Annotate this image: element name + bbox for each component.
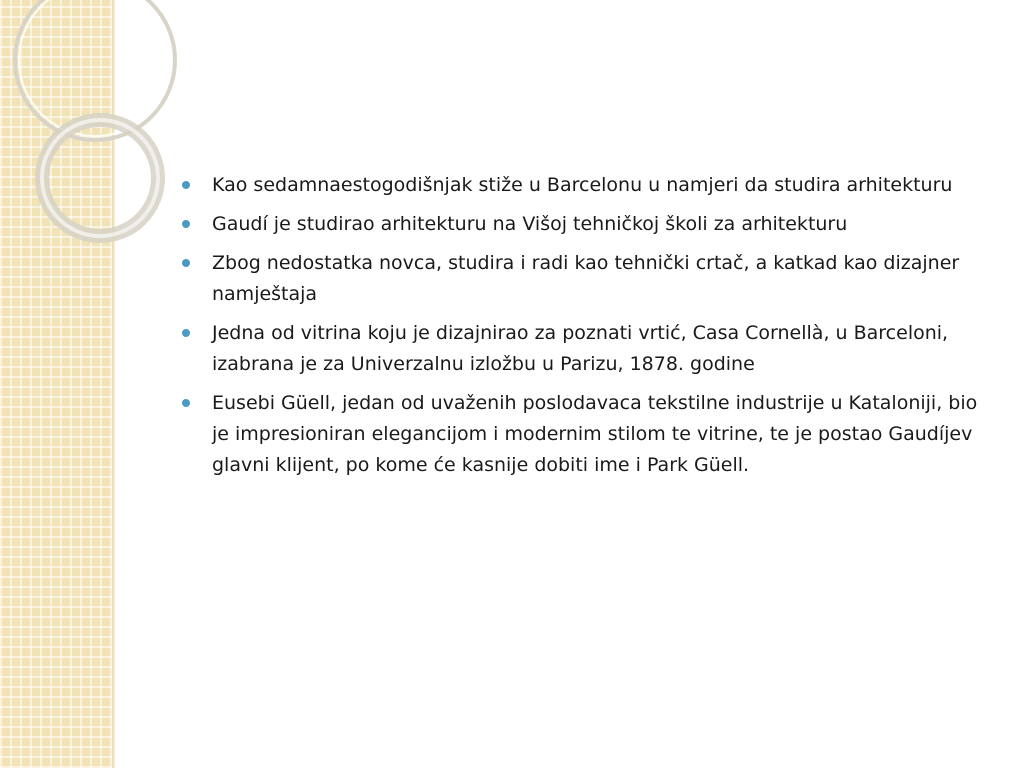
bullet-text: Eusebi Güell, jedan od uvaženih poslodavaca tekstilne industrije u Kataloniji, bio je impresioniran elegancijom i modernim stilom te vitrine, te je postao Gaudíjev glavni klijent, po kome će kasnije dobiti ime i Park Güell.: [212, 392, 978, 476]
decorative-ring-small-highlight: [42, 120, 158, 236]
bullet-dot-icon: [182, 181, 190, 189]
bullet-dot-icon: [182, 329, 190, 337]
bullet-item: [182, 209, 992, 240]
slide-content: [182, 170, 992, 489]
bullet-dot-icon: [182, 259, 190, 267]
bullet-dot-icon: [182, 399, 190, 407]
bullet-text: Kao sedamnaestogodišnjak stiže u Barcelonu u namjeri da studira arhitekturu: [212, 174, 953, 196]
bullet-text: Zbog nedostatka novca, studira i radi kao tehnički crtač, a katkad kao dizajner namještaja: [212, 252, 960, 305]
bullet-item: [182, 248, 992, 310]
bullet-text: Jedna od vitrina koju je dizajnirao za poznati vrtić, Casa Cornellà, u Barceloni, izabrana je za Univerzalnu izložbu u Parizu, 1878. godine: [212, 322, 949, 375]
bullet-item: [182, 388, 992, 481]
bullet-dot-icon: [182, 220, 190, 228]
bullet-list: [182, 170, 992, 481]
bullet-item: [182, 170, 992, 201]
bullet-item: [182, 318, 992, 380]
bullet-text: Gaudí je studirao arhitekturu na Višoj tehničkoj školi za arhitekturu: [212, 213, 848, 235]
decorative-circles: [0, 0, 180, 300]
